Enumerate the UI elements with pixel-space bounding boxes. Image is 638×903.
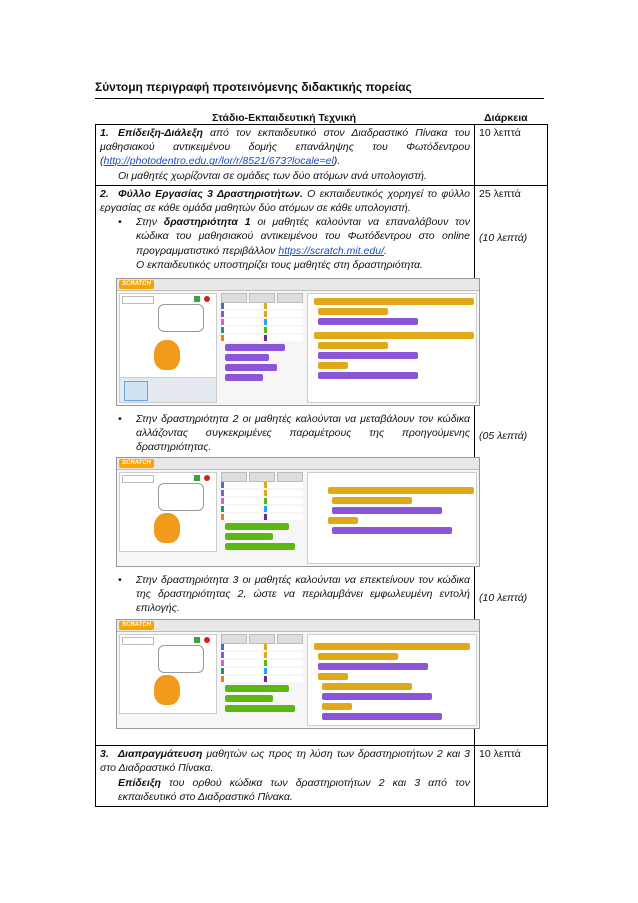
green-flag-icon: [194, 637, 200, 643]
stop-icon: [204, 296, 210, 302]
scratch-logo: SCRATCH: [119, 459, 154, 468]
stage-title: Διαπραγμάτευση: [118, 748, 203, 761]
page-heading: Σύντομη περιγραφή προτεινόμενης διδακτικής πορείας: [95, 80, 412, 94]
column-header-duration: Διάρκεια: [484, 112, 528, 124]
heading-underline: [95, 98, 544, 99]
scratch-screenshot-2: [116, 457, 480, 567]
scratch-screenshot-1: [116, 278, 480, 406]
blocks-palette: [221, 293, 303, 381]
stop-icon: [204, 475, 210, 481]
list-item: [118, 573, 470, 616]
speech-bubble: [158, 304, 204, 332]
scratch-logo: SCRATCH: [119, 280, 154, 289]
green-flag-icon: [194, 475, 200, 481]
cat-sprite-icon: [154, 513, 180, 543]
bullet-text: Στην δραστηριότητα 3 οι μαθητές καλούνται να επεκτείνουν τον κώδικα της δραστηριότητας 2, ώστε να περιλαμβάνει εμφωλευμένη εντολή επιλογής.: [136, 573, 470, 615]
bullet-text-end: .: [384, 244, 387, 257]
row-number: 1.: [100, 127, 109, 139]
bullet-text: Στην: [136, 216, 164, 229]
row-number: 2.: [100, 187, 109, 200]
stage-cell: [96, 746, 475, 807]
list-item: [118, 412, 470, 455]
script-area: [307, 472, 477, 564]
stage-cell: [96, 185, 475, 745]
stage-note: Οι μαθητές χωρίζονται σε ομάδες των δύο ατόμων ανά υπολογιστή.: [118, 169, 427, 182]
stage-text: από τον εκπαιδευτικό στον Διαδραστικό Πίνακα του μαθησιακού αντικειμένου δομής επανάληψης του Φωτόδεντρου (: [100, 127, 470, 168]
scratch-screenshot-3: [116, 619, 480, 729]
lesson-plan-table: [95, 124, 548, 807]
bullet-note: Ο εκπαιδευτικός υποστηρίζει τους μαθητές στη δραστηριότητα.: [136, 258, 423, 271]
blocks-palette: [221, 634, 303, 712]
scratch-link[interactable]: https://scratch.mit.edu/: [278, 244, 384, 257]
stage-title: Φύλλο Εργασίας 3 Δραστηριοτήτων.: [118, 187, 303, 200]
bullet-icon: •: [118, 573, 122, 586]
stage-text: Ο εκπαιδευτικός χορηγεί το φύλλο εργασίας σε κάθε ομάδα μαθητών δύο ατόμων σε κάθε υπολογιστή.: [100, 187, 470, 215]
bullet-bold: δραστηριότητα 1: [163, 216, 251, 229]
speech-bubble: [158, 483, 204, 511]
list-item: [118, 215, 470, 258]
scratch-logo: SCRATCH: [119, 621, 154, 630]
stage-text: μαθητών ως προς τη λύση των δραστηριοτήτων 2 και 3 στο Διαδραστικό Πίνακα.: [100, 748, 470, 775]
row-number: 3.: [100, 748, 109, 761]
table-row: [96, 746, 548, 807]
table-row: [96, 185, 548, 745]
duration-activity-3: (10 λεπτά): [479, 592, 528, 605]
script-area: [307, 293, 477, 403]
green-flag-icon: [194, 296, 200, 302]
bullet-text: Στην δραστηριότητα 2 οι μαθητές καλούνται να μεταβάλουν τον κώδικα αλλάζοντας συγκεκριμένες παραμέτρους της προηγούμενης δραστηριότητας.: [136, 413, 470, 454]
duration-activity-2: (05 λεπτά): [479, 430, 528, 443]
stop-icon: [204, 637, 210, 643]
stage-text-2: του ορθού κώδικα των δραστηριοτήτων 2 και 3 από τον εκπαιδευτικό στο Διαδραστικό Πίνακα.: [118, 776, 470, 803]
column-header-stage: Στάδιο-Εκπαιδευτική Τεχνική: [212, 112, 357, 124]
scratch-stage: [119, 634, 217, 714]
scratch-stage: [119, 472, 217, 552]
bullet-text: οι μαθητές καλούνται να επαναλάβουν τον κώδικα του μαθησιακού αντικειμένου του Φωτόδεντρου στο online προγραμματιστικό περιβάλλον: [136, 216, 470, 257]
table-row: [96, 125, 548, 186]
duration-cell: 10 λεπτά: [475, 746, 548, 807]
blocks-palette: [221, 472, 303, 550]
stage-text-end: ).: [333, 155, 341, 168]
duration-activity-1: (10 λεπτά): [479, 232, 528, 245]
speech-bubble: [158, 645, 204, 673]
cat-sprite-icon: [154, 675, 180, 705]
duration-cell: [475, 185, 548, 745]
cat-sprite-icon: [154, 340, 180, 370]
stage-title-2: Επίδειξη: [118, 776, 161, 789]
sprite-thumbnail: [124, 381, 148, 401]
duration-cell: 10 λεπτά: [475, 125, 548, 186]
photodentro-link[interactable]: http://photodentro.edu.gr/lor/r/8521/673?locale=el: [103, 155, 334, 168]
bullet-icon: •: [118, 216, 122, 229]
duration-total: 25 λεπτά: [479, 187, 521, 200]
scratch-stage: [119, 293, 217, 390]
stage-title: Επίδειξη-Διάλεξη: [118, 127, 203, 139]
bullet-icon: •: [118, 413, 122, 426]
script-area: [307, 634, 477, 726]
stage-cell: [96, 125, 475, 186]
